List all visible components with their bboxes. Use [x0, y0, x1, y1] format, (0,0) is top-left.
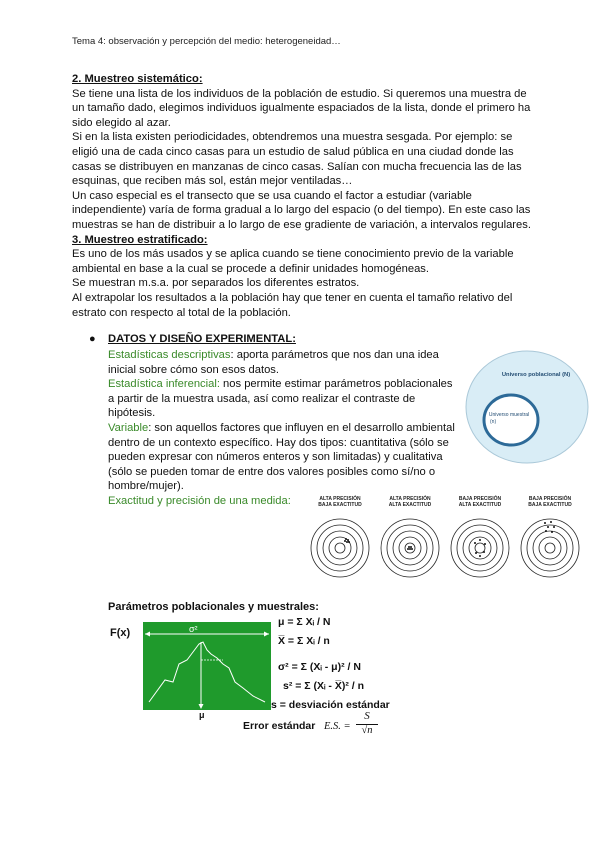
venn-outer-label: Universo poblacional (N) [501, 372, 571, 378]
var-term: Variable [108, 421, 149, 434]
s2-line: Si en la lista existen periodicidades, obtendremos una muestra sesgada. Por ejemplo: se [72, 131, 513, 144]
s3-line: Es uno de los más usados y se aplica cuando se tiene conocimiento previo de la variable [72, 248, 514, 261]
formula-s2: s² = Σ (Xᵢ - X̅)² / n [283, 680, 364, 692]
s2-line: independiente) varía de forma gradual a lo largo del espacio (o del tiempo). En este caso las [72, 204, 531, 217]
formula-mu: μ = Σ Xᵢ / N [278, 616, 331, 628]
desc-line: Estadísticas descriptivas: aporta parámetros que nos dan una idea [108, 349, 439, 361]
target-3 [445, 496, 515, 508]
formula-xbar: X̅ = Σ Xᵢ / n [278, 635, 330, 647]
venn-inner-label-n: (n) [490, 419, 497, 425]
page-header: Tema 4: observación y percepción del medio: heterogeneidad… [72, 36, 341, 47]
target-4 [515, 496, 585, 508]
error-label: Error estándar [243, 720, 316, 732]
inf-line-3: hipótesis. [108, 407, 156, 420]
s3-line: ambiental en base a la cual se procede a definir unidades homogéneas. [72, 262, 430, 275]
s2-line: muestras se han de distribuir a lo largo de ese gradiente de variación, a intervalos regulares. [72, 218, 531, 231]
var-line-4: (sólo se pueden tomar de entre dos valores posibles como sí/no o [108, 465, 436, 478]
target-2 [375, 496, 445, 508]
var-line-3: pueden expresar con números enteros y son limitadas) y cualitativa [108, 451, 443, 464]
s3-line: Al extrapolar los resultados a la población hay que tener en cuenta el tamaño relativo del [72, 291, 513, 304]
target-4-rings [521, 519, 579, 577]
target-1-rings [311, 519, 369, 577]
var-line-2: dentro de un contexto específico. Hay dos tipos: cuantitativa (sólo se [108, 436, 449, 449]
error-denominator: √n [361, 725, 373, 736]
s2-line: eligió una de cada cinco casas para un estudio de salud pública en una ciudad donde las [72, 145, 514, 158]
target-3-label-2: ALTA EXACTITUD [458, 502, 502, 508]
inf-line: Estadística inferencial: nos permite estimar parámetros poblacionales [108, 378, 453, 391]
s2-line: casas se distribuyen en manzanas de cinco casas. Salían con mucha frecuencia las de las [72, 160, 522, 173]
section-2 [72, 72, 542, 320]
params-title: Parámetros poblacionales y muestrales: [108, 601, 319, 613]
datos-title: DATOS Y DISEÑO EXPERIMENTAL: [108, 333, 296, 345]
fx-label: F(x) [110, 627, 131, 639]
s2-line: Se tiene una lista de los individuos de la población de estudio. Si queremos una muestra de [72, 87, 527, 100]
section-3-heading: 3. Muestreo estratificado: [72, 233, 208, 246]
targets-figure [305, 496, 585, 578]
venn-inner-label: Universo muestral [488, 412, 530, 418]
target-4-label-1: BAJA PRECISIÓN [528, 496, 572, 502]
target-3-label-1: BAJA PRECISIÓN [458, 496, 502, 502]
s3-line: estrato con respecto al total de la población. [72, 306, 291, 319]
venn-diagram [465, 350, 590, 465]
s2-line: un tamaño dado, elegimos individuos igualmente espaciados de la lista, donde el primero ha [72, 102, 531, 115]
target-2-label-1: ALTA PRECISIÓN [389, 496, 431, 502]
error-numerator: S [364, 710, 370, 722]
target-1-label-2: BAJA EXACTITUD [318, 502, 362, 508]
target-2-hits [407, 546, 413, 550]
bullet-icon: ● [89, 333, 96, 345]
var-line-5: hombre/mujer). [108, 480, 184, 493]
target-4-label-2: BAJA EXACTITUD [528, 502, 572, 508]
s3-line: Se muestran m.s.a. por separados los diferentes estratos. [72, 277, 360, 290]
inf-line-2: a partir de la muestra usada, así como realizar el contraste de [108, 392, 416, 405]
chart-background [143, 622, 271, 710]
datos-block [108, 348, 458, 509]
distribution-chart [143, 622, 271, 710]
target-2-label-2: ALTA EXACTITUD [388, 502, 432, 508]
targets-svg [305, 510, 585, 578]
s2-line: Un caso especial es el transecto que se usa cuando el factor a estudiar (variable [72, 189, 472, 202]
desc-term: Estadísticas descriptivas [108, 349, 231, 361]
mu-label: μ [199, 710, 205, 720]
target-1-label-1: ALTA PRECISIÓN [319, 496, 361, 502]
inf-term: Estadística inferencial: [108, 378, 220, 391]
target-1 [305, 496, 375, 508]
target-3-rings [451, 519, 509, 577]
desc-line-2: inicial sobre cómo son esos datos. [108, 363, 280, 376]
s2-line: esquinas, que reciben más sol, están mejor ventiladas… [72, 175, 353, 188]
formula-sigma: σ² = Σ (Xᵢ - μ)² / N [278, 661, 361, 673]
target-1-hits [344, 538, 350, 543]
formula-s: s = desviación estándar [271, 699, 390, 711]
var-line: Variable: son aquellos factores que influyen en el desarrollo ambiental [108, 421, 455, 434]
error-lhs: E.S. = [324, 721, 351, 732]
sigma-sq-label: σ² [189, 624, 198, 634]
exactitud-label: Exactitud y precisión de una medida: [108, 494, 291, 507]
s2-line: sido elegido al azar. [72, 116, 171, 129]
section-2-heading: 2. Muestreo sistemático: [72, 73, 203, 85]
target-3-hits [474, 539, 486, 557]
